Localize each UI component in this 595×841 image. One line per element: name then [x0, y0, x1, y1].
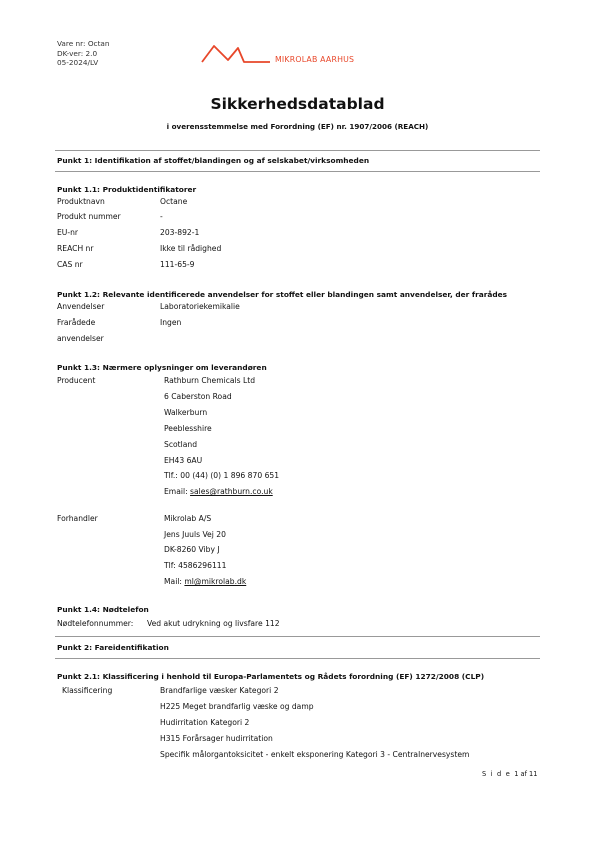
field-label: EU-nr — [57, 228, 79, 237]
field-value: Ved akut udrykning og livsfare 112 — [147, 619, 280, 628]
field-label: Frarådede — [57, 318, 96, 327]
producer-line: Rathburn Chemicals Ltd — [164, 376, 256, 385]
document-meta — [57, 39, 110, 68]
page-number — [482, 770, 537, 778]
divider — [55, 171, 540, 172]
subsection-heading: Punkt 1.2: Relevante identificerede anvendelser for stoffet eller blandingen samt anvendelser, der frarådes — [57, 290, 508, 299]
field-label: Anvendelser — [57, 302, 105, 311]
dealer-label: Forhandler — [57, 514, 98, 523]
meta-line: DK-ver: 2.0 — [57, 48, 98, 58]
dealer-mail-link[interactable]: ml@mikrolab.dk — [184, 577, 247, 586]
classification-line: Hudirritation Kategori 2 — [160, 718, 250, 727]
classification-line: H225 Meget brandfarlig væske og damp — [160, 702, 314, 711]
classification-line: Brandfarlige væsker Kategori 2 — [160, 686, 279, 695]
divider — [55, 636, 540, 637]
section-heading: Punkt 2: Fareidentifikation — [57, 643, 169, 652]
field-value: - — [160, 212, 163, 221]
divider — [55, 150, 540, 151]
producer-email-link[interactable]: sales@rathburn.co.uk — [190, 487, 273, 496]
dealer-line: Mikrolab A/S — [164, 514, 212, 523]
document-title: Sikkerhedsdatablad — [210, 95, 385, 113]
field-label: REACH nr — [57, 244, 94, 253]
field-value: Octane — [160, 197, 188, 206]
dealer-line: DK-8260 Viby J — [164, 545, 220, 554]
field-label: CAS nr — [57, 260, 83, 269]
subsection-heading: Punkt 1.1: Produktidentifikatorer — [57, 185, 197, 194]
field-label: Nødtelefonnummer: — [57, 619, 134, 628]
field-label: Klassificering — [62, 686, 113, 695]
field-label: Produktnavn — [57, 197, 105, 206]
producer-line: Walkerburn — [164, 408, 208, 417]
field-value: Ingen — [160, 318, 182, 327]
email-prefix: Email: — [164, 487, 191, 496]
dealer-line: Tlf: 4586296111 — [164, 561, 227, 570]
field-value: 203-892-1 — [160, 228, 200, 237]
producer-line: 6 Caberston Road — [164, 392, 232, 401]
classification-line: Specifik målorgantoksicitet - enkelt eksponering Kategori 3 - Centralnervesystem — [160, 750, 470, 759]
meta-line: 05-2024/LV — [57, 58, 99, 68]
producer-line: Tlf.: 00 (44) (0) 1 896 870 651 — [164, 471, 280, 480]
field-value: 111-65-9 — [160, 260, 195, 269]
field-value: Laboratoriekemikalie — [160, 302, 240, 311]
document-subtitle: i overensstemmelse med Forordning (EF) nr. 1907/2006 (REACH) — [166, 122, 429, 131]
producer-line: Peeblesshire — [164, 424, 212, 433]
dealer-line: Jens Juuls Vej 20 — [164, 530, 226, 539]
page-label: S i d e — [482, 770, 511, 778]
subsection-heading: Punkt 1.3: Nærmere oplysninger om leverandøren — [57, 363, 267, 372]
meta-line: Vare nr: Octan — [57, 39, 110, 48]
subsection-heading: Punkt 1.4: Nødtelefon — [57, 605, 149, 614]
mail-prefix: Mail: — [164, 577, 185, 586]
field-label: anvendelser — [57, 334, 104, 343]
classification-line: H315 Forårsager hudirritation — [160, 734, 273, 743]
producer-line: Scotland — [164, 440, 198, 449]
page-of: 1 af 11 — [514, 770, 538, 778]
subsection-heading: Punkt 2.1: Klassificering i henhold til Europa-Parlamentets og Rådets forordning (EF) 1272/2008 (CLP) — [57, 672, 485, 681]
mikrolab-logo-icon — [200, 42, 270, 66]
field-value: Ikke til rådighed — [160, 244, 222, 253]
section-heading: Punkt 1: Identifikation af stoffet/blandingen og af selskabet/virksomheden — [57, 156, 370, 165]
producer-label: Producent — [57, 376, 96, 385]
brand-name: MIKROLAB AARHUS — [275, 55, 355, 64]
dealer-mail-row — [164, 577, 246, 587]
divider — [55, 658, 540, 659]
producer-line: EH43 6AU — [164, 456, 203, 465]
producer-email-row — [164, 487, 273, 497]
field-label: Produkt nummer — [57, 212, 121, 221]
